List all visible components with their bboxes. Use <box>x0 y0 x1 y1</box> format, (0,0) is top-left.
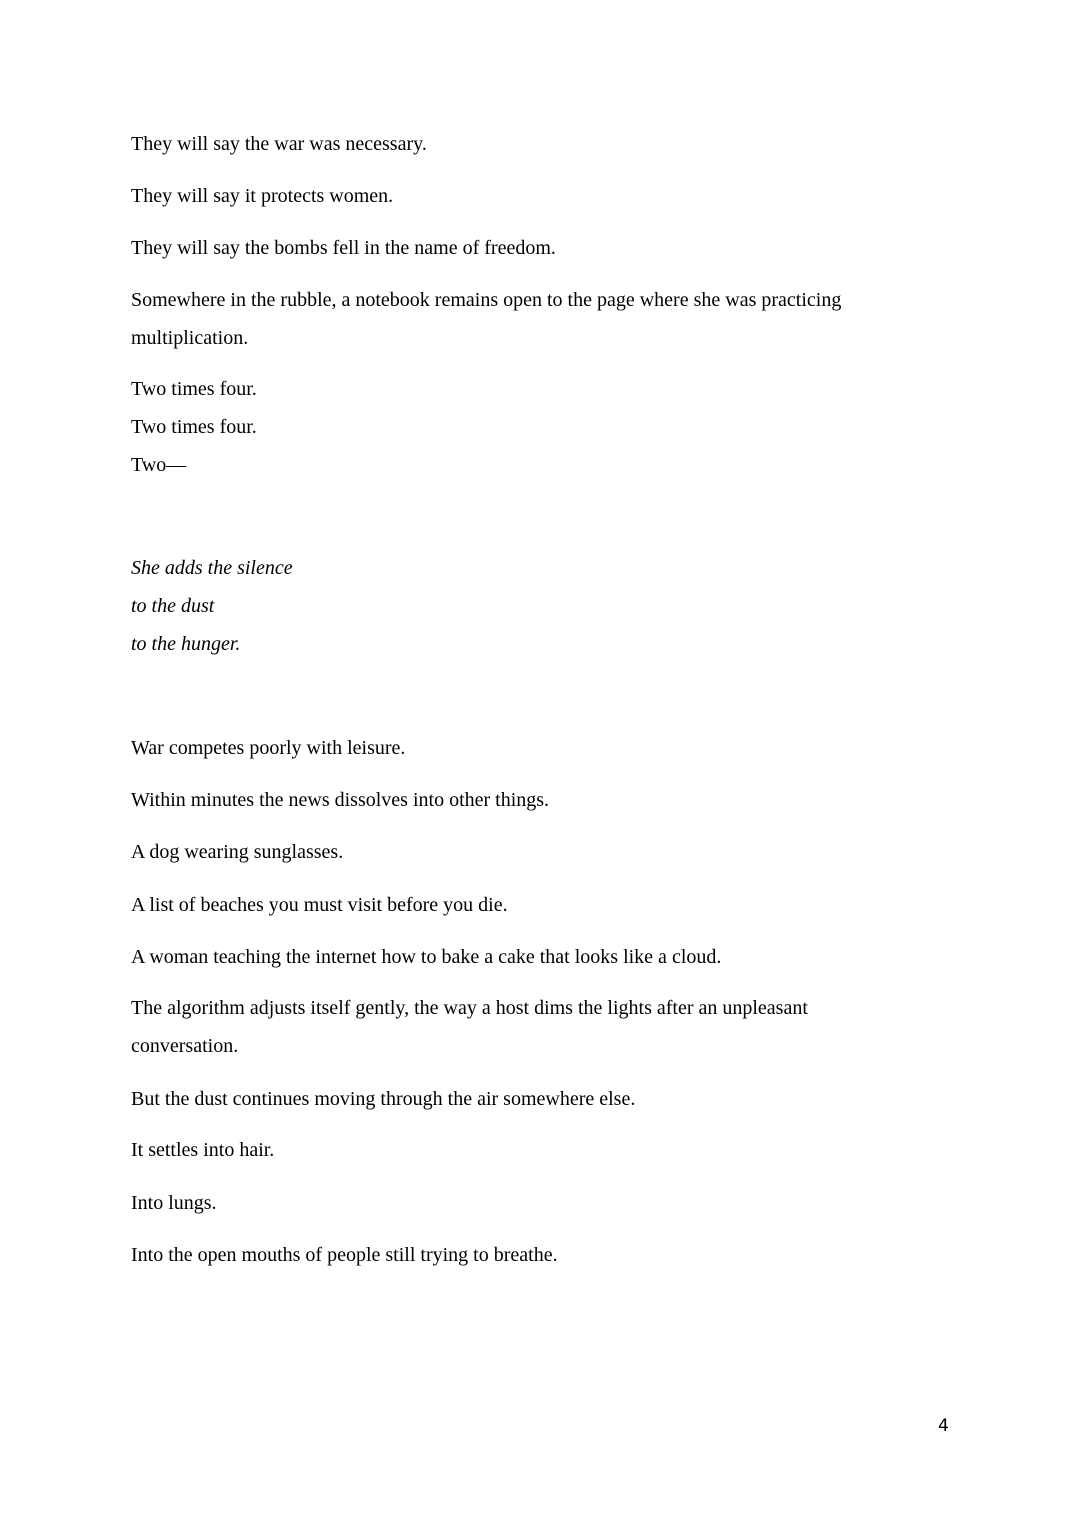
page-number: 4 <box>938 1416 949 1436</box>
text-line: Two— <box>131 454 187 476</box>
text-line: The algorithm adjusts itself gently, the way a host dims the lights after an unpleasant <box>131 997 808 1019</box>
text-line: Into lungs. <box>131 1192 217 1214</box>
text-line: multiplication. <box>131 327 249 349</box>
text-line: War competes poorly with leisure. <box>131 737 406 759</box>
text-line: They will say the bombs fell in the name of freedom. <box>131 237 556 259</box>
italic-verse-line: She adds the silence <box>131 557 293 579</box>
italic-verse-line: to the hunger. <box>131 633 241 655</box>
text-line: They will say the war was necessary. <box>131 133 427 155</box>
text-line: Two times four. <box>131 378 257 400</box>
text-line: But the dust continues moving through the air somewhere else. <box>131 1088 636 1110</box>
text-line: conversation. <box>131 1035 239 1057</box>
text-line: Into the open mouths of people still trying to breathe. <box>131 1244 558 1266</box>
italic-verse-line: to the dust <box>131 595 215 617</box>
text-line: A woman teaching the internet how to bake a cake that looks like a cloud. <box>131 946 722 968</box>
text-line: They will say it protects women. <box>131 185 394 207</box>
text-line: Somewhere in the rubble, a notebook remains open to the page where she was practicing <box>131 289 842 311</box>
text-line: It settles into hair. <box>131 1139 275 1161</box>
text-line: Within minutes the news dissolves into other things. <box>131 789 550 811</box>
text-line: Two times four. <box>131 416 257 438</box>
text-line: A dog wearing sunglasses. <box>131 841 344 863</box>
text-line: A list of beaches you must visit before you die. <box>131 894 508 916</box>
